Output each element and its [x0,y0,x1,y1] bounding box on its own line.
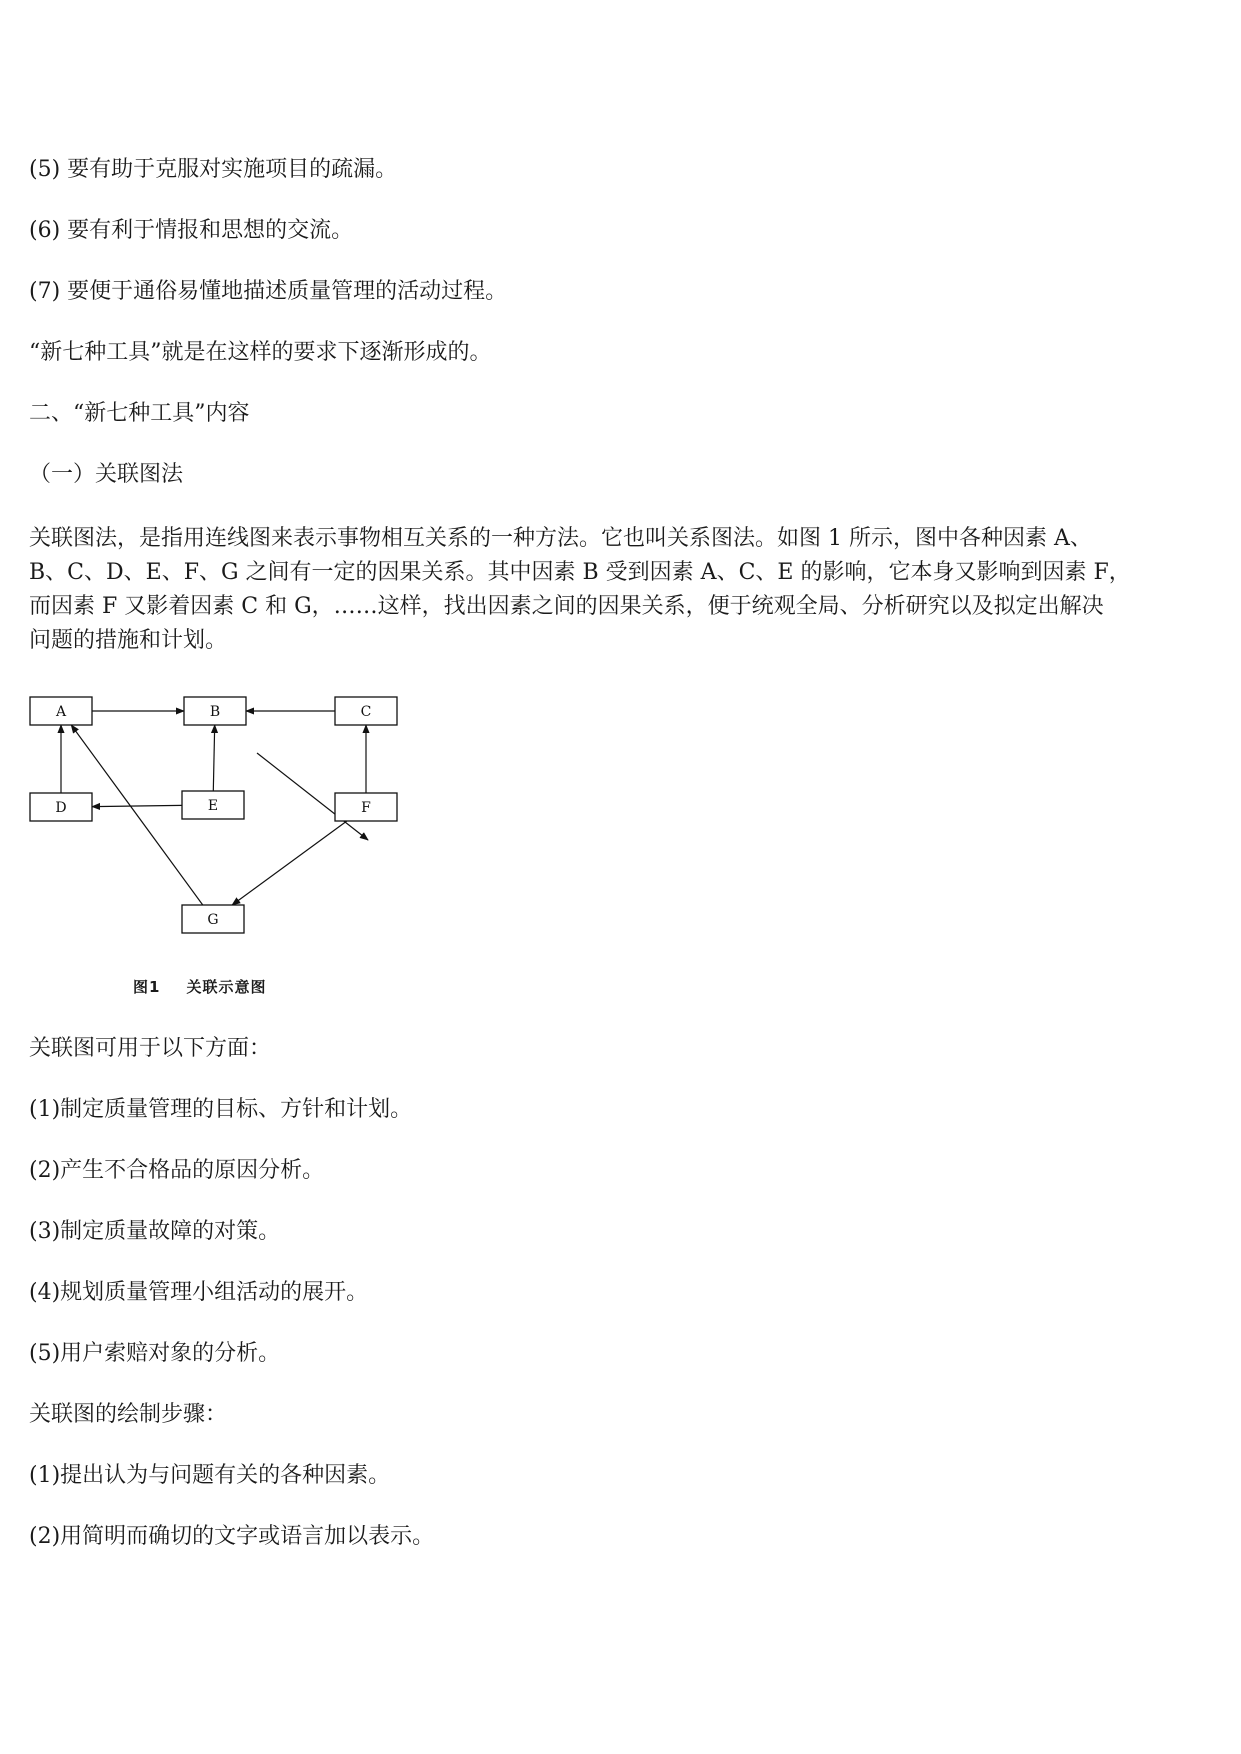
body-paragraph-line: B、C、D、E、F、G 之间有一定的因果关系。其中因素 B 受到因素 A、C、E 的影响，它本身又影响到因素 F， [29,560,1131,585]
node-e [182,791,244,819]
node-label: G [207,912,219,928]
node-label: F [361,800,371,816]
node-label: E [207,798,219,814]
node-a [30,697,92,725]
list-item-use-5: (5)用户索赔对象的分析。 [29,1341,281,1366]
summary-text: “新七种工具”就是在这样的要求下逐渐形成的。 [29,340,492,365]
uses-heading: 关联图可用于以下方面： [29,1036,272,1061]
body-paragraph-line: 问题的措施和计划。 [29,628,228,653]
edge-e-to-b [213,725,214,791]
node-label: A [55,704,67,720]
node-c [335,697,397,725]
body-paragraph-line: 关联图法，是指用连线图来表示事物相互关系的一种方法。它也叫关系图法。如图 1 所示，图中各种因素 A、 [29,526,1092,551]
relation-diagram [26,685,406,945]
figure-caption [133,976,266,997]
list-item-use-3: (3)制定质量故障的对策。 [29,1219,281,1244]
node-g [182,905,244,933]
subsection-heading: （一）关联图法 [29,462,184,487]
list-item-use-1: (1)制定质量管理的目标、方针和计划。 [29,1097,413,1122]
section-heading: 二、“新七种工具”内容 [29,401,250,426]
edge-e-to-d [92,805,182,806]
node-d [30,793,92,821]
edge-f-to-g [232,821,347,905]
list-item-intro-5: (5) 要有助于克服对实施项目的疏漏。 [29,157,398,182]
node-label: C [360,704,372,720]
list-item-use-4: (4)规划质量管理小组活动的展开。 [29,1280,369,1305]
node-b [184,697,246,725]
body-paragraph [29,522,1214,658]
list-item-step-1: (1)提出认为与问题有关的各种因素。 [29,1463,391,1488]
list-item-step-2: (2)用简明而确切的文字或语言加以表示。 [29,1524,435,1549]
steps-heading: 关联图的绘制步骤： [29,1402,228,1427]
diagram-nodes [30,697,397,933]
node-f [335,793,397,821]
list-item-intro-6: (6) 要有利于情报和思想的交流。 [29,218,354,243]
list-item-intro-7: (7) 要便于通俗易懂地描述质量管理的活动过程。 [29,279,508,304]
figure-caption-number: 图1 [133,978,161,996]
list-item-use-2: (2)产生不合格品的原因分析。 [29,1158,325,1183]
node-label: D [55,800,67,816]
node-label: B [209,704,221,720]
figure-caption-title: 关联示意图 [186,978,267,996]
body-paragraph-line: 而因素 F 又影着因素 C 和 G，……这样，找出因素之间的因果关系，便于统观全局、分析研究以及拟定出解决 [29,594,1104,619]
